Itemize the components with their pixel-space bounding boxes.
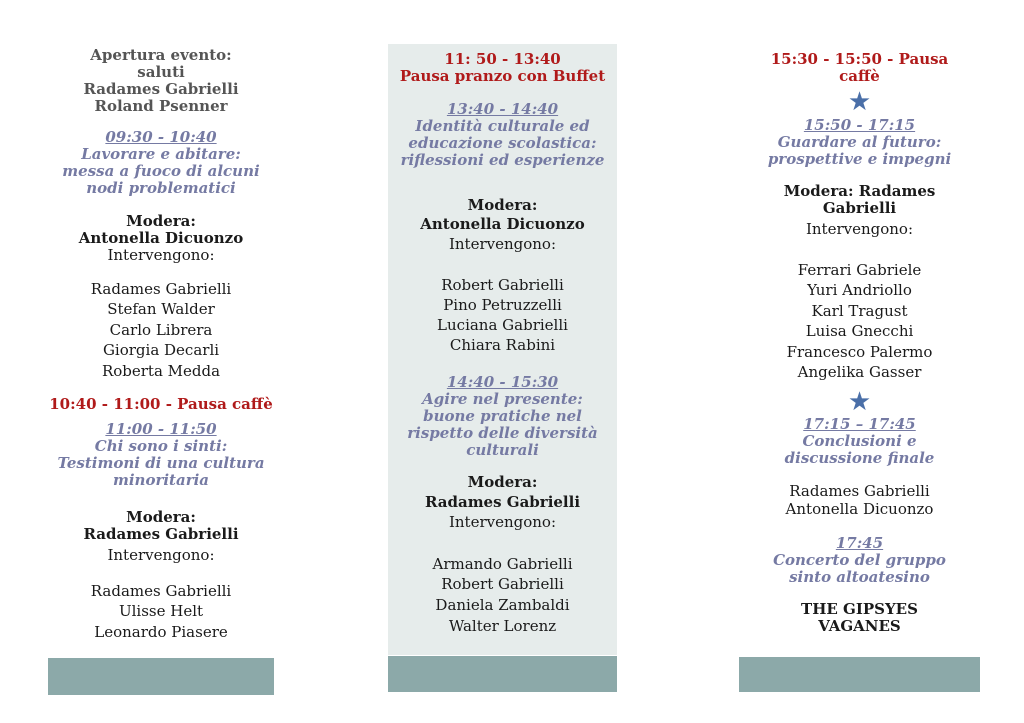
session-time: 11:00 - 11:50 <box>105 420 217 438</box>
session-title-line: nodi problematici <box>86 179 236 197</box>
speaker-name: Armando Gabrielli <box>432 555 573 573</box>
modera-label: Modera: <box>467 473 538 491</box>
session-title-line: Guardare al futuro: <box>777 133 942 151</box>
session-title-line: Identità culturale ed <box>415 117 590 135</box>
lunch-time: 11: 50 - 13:40 <box>444 50 561 68</box>
speaker-name: Luciana Gabrielli <box>437 316 568 334</box>
footer-bar-2 <box>388 656 617 692</box>
session-title-line: discussione finale <box>784 449 935 467</box>
speaker-name: Daniela Zambaldi <box>435 596 570 614</box>
session-title-line: Testimoni di una cultura <box>57 454 265 472</box>
opening-line-2: saluti <box>137 63 185 81</box>
session-title-line: Lavorare e abitare: <box>81 145 241 163</box>
session-title-line: messa a fuoco di alcuni <box>62 162 260 180</box>
coffee-break-line-1: 15:30 - 15:50 - Pausa <box>770 50 949 68</box>
modera-label: Modera: <box>126 508 196 526</box>
footer-bar-1 <box>48 658 274 695</box>
speaker-name: Robert Gabrielli <box>441 276 564 294</box>
opening-line-3: Radames Gabrielli <box>83 80 239 98</box>
session-title-line: Agire nel presente: <box>422 390 583 408</box>
opening-line-4: Roland Psenner <box>94 97 228 115</box>
speaker-name: Yuri Andriollo <box>807 281 912 299</box>
speaker-name: Giorgia Decarli <box>102 341 220 359</box>
program-column-2 <box>388 44 617 655</box>
session-title-line: culturali <box>466 441 539 459</box>
session-title-line: Conclusioni e <box>802 432 917 450</box>
speaker-name: Stefan Walder <box>107 300 215 318</box>
session-title-line: rispetto delle diversità <box>407 424 598 442</box>
session-time: 13:40 - 14:40 <box>446 100 559 118</box>
speaker-name: Ferrari Gabriele <box>797 261 922 279</box>
intervengono-label: Intervengono: <box>448 513 557 531</box>
session-time: 15:50 - 17:15 <box>803 116 916 134</box>
speaker-name: Ulisse Helt <box>118 602 204 620</box>
star-icon: ★ <box>847 387 872 417</box>
session-title-line: educazione scolastica: <box>408 134 597 152</box>
opening-line-1: Apertura evento: <box>90 46 232 64</box>
session-title-line: prospettive e impegni <box>767 150 952 168</box>
session-title-line: Chi sono i sinti: <box>94 437 228 455</box>
intervengono-label: Intervengono: <box>448 235 557 253</box>
speaker-name: Robert Gabrielli <box>441 575 564 593</box>
band-name-line: VAGANES <box>818 617 901 635</box>
speaker-name: Roberta Medda <box>101 362 221 380</box>
session-time: 09:30 - 10:40 <box>105 128 217 146</box>
speaker-name: Karl Tragust <box>811 302 908 320</box>
intervengono-label: Intervengono: <box>107 546 215 564</box>
footer-bar-3 <box>739 657 980 692</box>
intervengono-label: Intervengono: <box>805 220 914 238</box>
speaker-name: Radames Gabrielli <box>90 582 232 600</box>
moderator-name: Gabrielli <box>822 199 897 217</box>
modera-label: Modera: <box>126 212 196 230</box>
modera-label: Modera: <box>467 196 538 214</box>
speaker-name: Angelika Gasser <box>797 363 922 381</box>
session-title-line: sinto altoatesino <box>789 568 930 586</box>
coffee-break: 10:40 - 11:00 - Pausa caffè <box>49 395 273 413</box>
session-title-line: minoritaria <box>112 471 210 489</box>
speaker-name: Walter Lorenz <box>448 617 557 635</box>
speaker-name: Luisa Gnecchi <box>805 322 914 340</box>
speaker-name: Pino Petruzzelli <box>443 296 562 314</box>
session-time: 17:15 – 17:45 <box>803 415 916 433</box>
moderator-name: Antonella Dicuonzo <box>420 215 585 233</box>
session-time: 14:40 - 15:30 <box>446 373 559 391</box>
lunch-label: Pausa pranzo con Buffet <box>399 67 606 85</box>
speaker-name: Radames Gabrielli <box>789 482 930 500</box>
intervengono-label: Intervengono: <box>107 246 215 264</box>
session-time: 17:45 <box>835 534 884 552</box>
speaker-name: Leonardo Piasere <box>94 623 228 641</box>
speaker-name: Francesco Palermo <box>786 343 933 361</box>
moderator-name: Antonella Dicuonzo <box>78 229 244 247</box>
session-title-line: buone pratiche nel <box>423 407 582 425</box>
session-title-line: Concerto del gruppo <box>773 551 946 569</box>
session-title-line: riflessioni ed esperienze <box>400 151 605 169</box>
speaker-name: Carlo Librera <box>109 321 213 339</box>
moderator-name: Radames Gabrielli <box>83 525 239 543</box>
speaker-name: Antonella Dicuonzo <box>785 500 934 518</box>
speaker-name: Radames Gabrielli <box>90 280 232 298</box>
star-icon: ★ <box>847 87 872 117</box>
modera-label: Modera: Radames <box>783 182 936 200</box>
coffee-break-line-2: caffè <box>839 67 880 85</box>
band-name-line: THE GIPSYES <box>801 600 918 618</box>
speaker-name: Chiara Rabini <box>449 336 556 354</box>
moderator-name: Radames Gabrielli <box>424 493 581 511</box>
